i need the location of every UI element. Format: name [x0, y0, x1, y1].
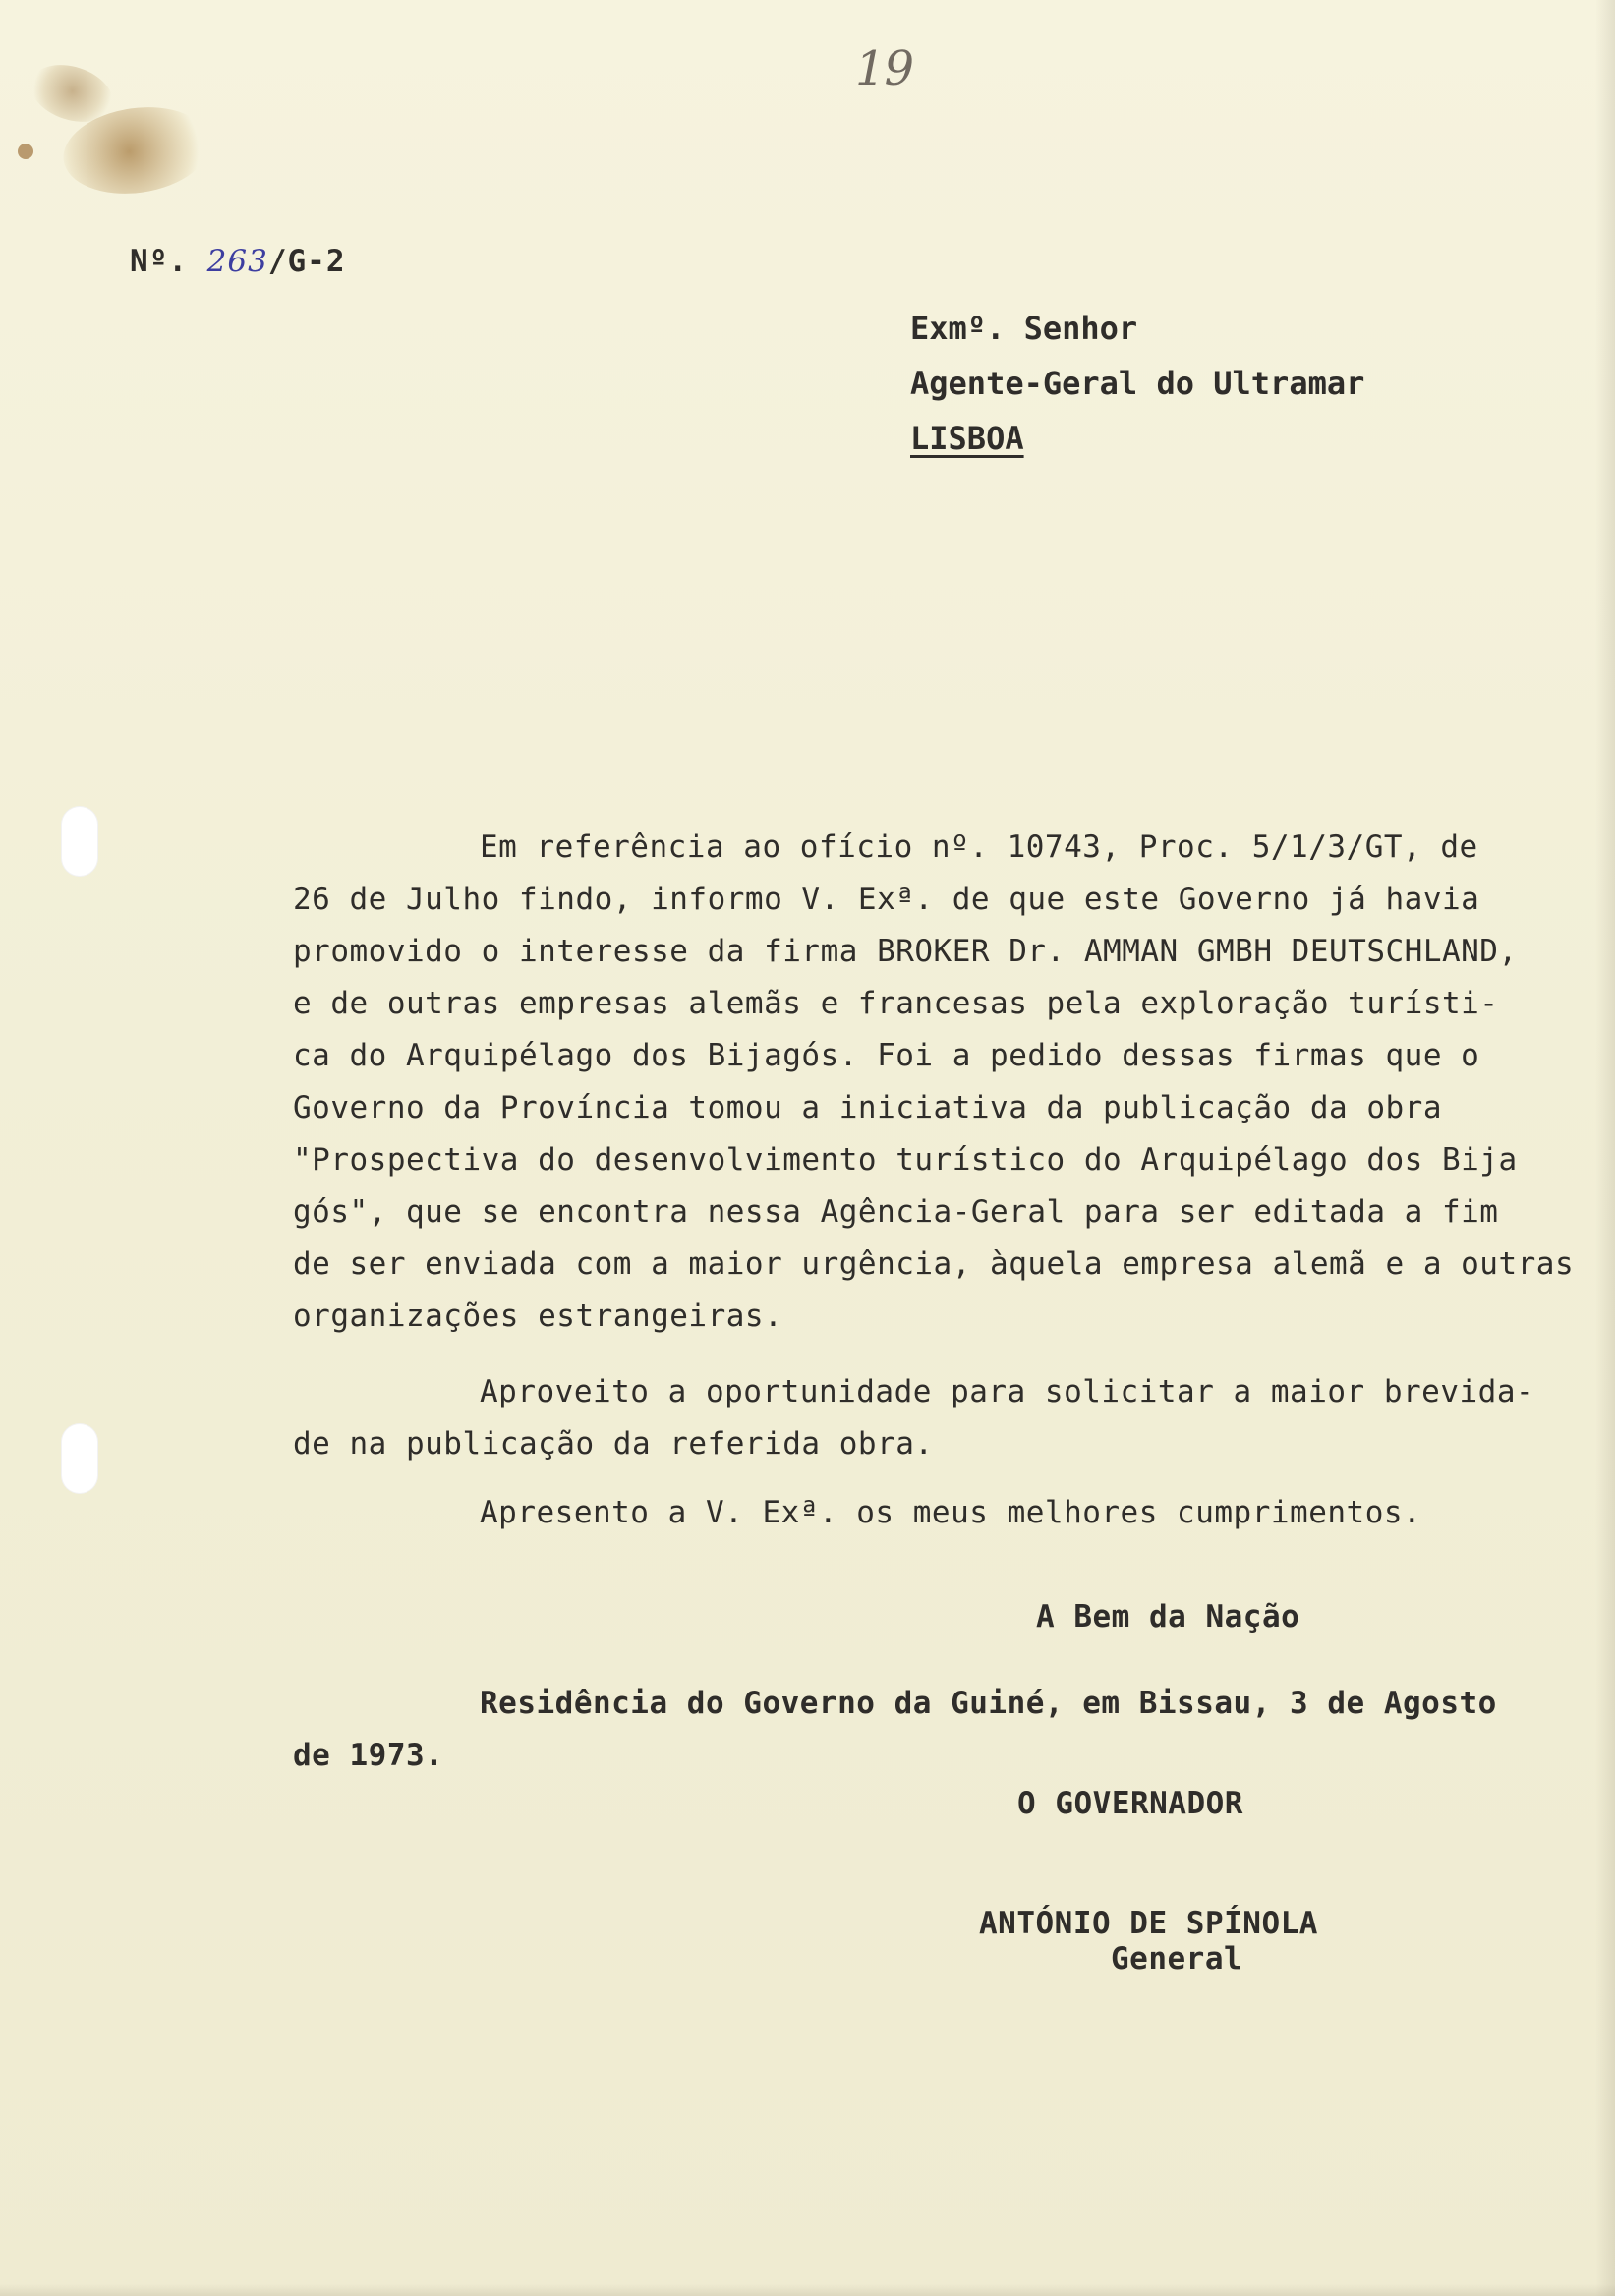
paragraph-line: 26 de Julho findo, informo V. Exª. de que este Governo já havia: [293, 882, 1480, 917]
body-paragraph-1: [293, 822, 1605, 1343]
recipient-salutation: Exmº. Senhor: [910, 310, 1138, 347]
body-paragraph-3: [293, 1487, 1605, 1539]
closing-phrase: A Bem da Nação: [1036, 1599, 1300, 1635]
punch-hole: [61, 806, 98, 877]
document-reference: [130, 244, 345, 279]
document-reference-prefix: Nº.: [130, 244, 207, 279]
recipient-office: Agente-Geral do Ultramar: [910, 365, 1365, 402]
document-reference-suffix: /G-2: [267, 244, 346, 279]
paper-bottom-shadow: [0, 2284, 1615, 2296]
signatory-name: ANTÓNIO DE SPÍNOLA: [979, 1906, 1318, 1941]
paragraph-line: organizações estrangeiras.: [293, 1298, 783, 1334]
paragraph-line: Aproveito a oportunidade para solicitar a maior brevida-: [480, 1374, 1535, 1409]
paragraph-line: gós", que se encontra nessa Agência-Geral para ser editada a fim: [293, 1194, 1499, 1230]
signatory-rank: General: [1111, 1941, 1243, 1977]
recipient-address: [910, 301, 1364, 466]
paragraph-line: promovido o interesse da firma BROKER Dr. AMMAN GMBH DEUTSCHLAND,: [293, 934, 1518, 969]
paragraph-line: Em referência ao ofício nº. 10743, Proc. 5/1/3/GT, de: [480, 830, 1478, 865]
governor-title: O GOVERNADOR: [1017, 1786, 1243, 1821]
stain-mark: [18, 144, 33, 159]
residence-line: Residência do Governo da Guiné, em Bissau, 3 de Agosto: [480, 1686, 1497, 1721]
paragraph-line: e de outras empresas alemãs e francesas pela exploração turísti-: [293, 986, 1499, 1021]
document-reference-handwritten-number: 263: [206, 244, 268, 279]
body-paragraph-2: [293, 1366, 1605, 1470]
paragraph-line: Apresento a V. Exª. os meus melhores cumprimentos.: [480, 1495, 1422, 1530]
paragraph-line: Governo da Província tomou a iniciativa da publicação da obra: [293, 1090, 1442, 1125]
punch-hole: [61, 1423, 98, 1494]
page-number: 19: [855, 41, 914, 96]
paragraph-line: ca do Arquipélago dos Bijagós. Foi a pedido dessas firmas que o: [293, 1038, 1480, 1073]
paragraph-line: de na publicação da referida obra.: [293, 1426, 934, 1462]
paragraph-line: de ser enviada com a maior urgência, àquela empresa alemã e a outras: [293, 1246, 1575, 1282]
paragraph-line: "Prospectiva do desenvolvimento turístico do Arquipélago dos Bija: [293, 1142, 1518, 1177]
residence-date: de 1973.: [293, 1738, 444, 1773]
recipient-city: LISBOA: [910, 420, 1024, 457]
